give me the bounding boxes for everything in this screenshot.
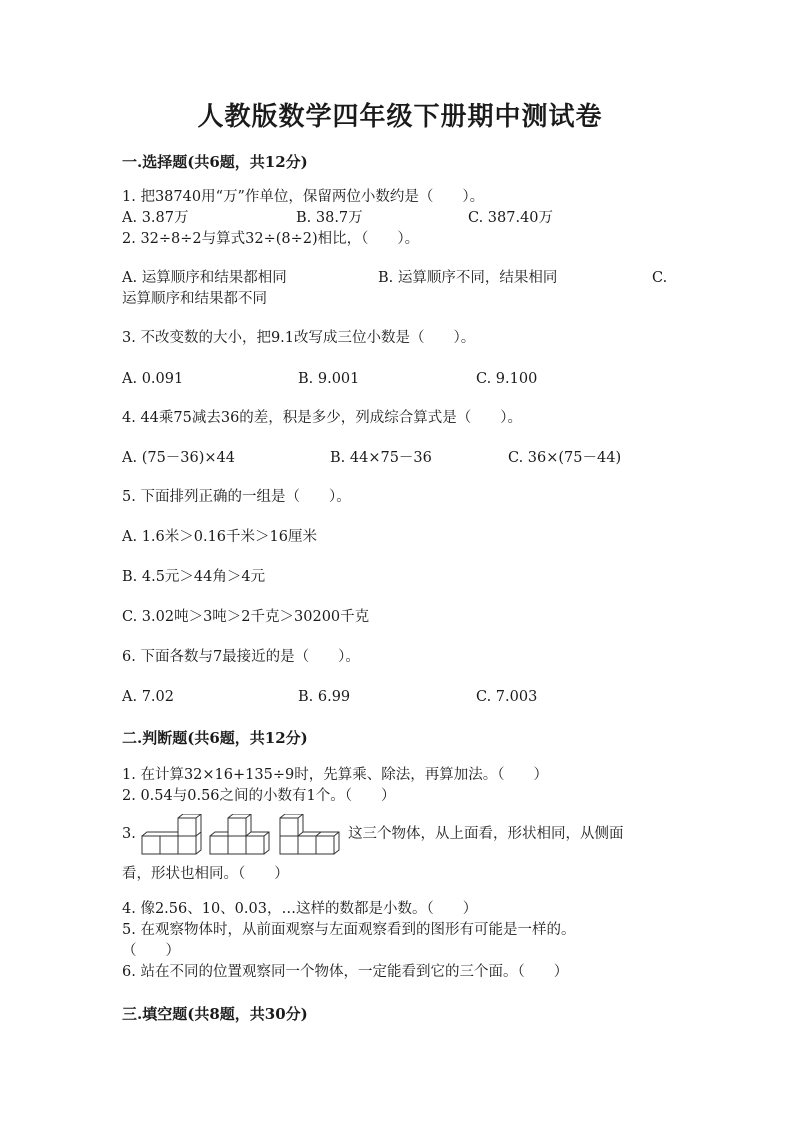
q3-option-b: B. 9.001: [298, 371, 360, 387]
judge-5-line1: 5. 在观察物体时，从前面观察与左面观察看到的图形有可能是一样的。: [122, 922, 576, 938]
judge-5-line2: （ ）: [122, 943, 180, 959]
q2-option-a: A. 运算顺序和结果都相同: [122, 270, 287, 286]
q4-option-b: B. 44×75－36: [330, 450, 432, 466]
judge-3-number: 3.: [122, 826, 136, 842]
q6-option-c: C. 7.003: [476, 689, 538, 705]
q5-option-c: C. 3.02吨＞3吨＞2千克＞30200千克: [122, 609, 370, 625]
judge-6: 6. 站在不同的位置观察同一个物体，一定能看到它的三个面。（ ）: [122, 964, 569, 980]
q3-stem: 3. 不改变数的大小，把9.1改写成三位小数是（ ）。: [122, 330, 476, 346]
q1-stem: 1. 把38740用“万”作单位，保留两位小数约是（ ）。: [122, 189, 485, 205]
section-fill-heading: 三.填空题(共8题，共30分): [122, 1005, 308, 1023]
q2-option-c-text: 运算顺序和结果都不同: [122, 291, 267, 307]
judge-3-text-line1: 这三个物体，从上面看，形状相同，从侧面: [348, 826, 624, 842]
q2-option-c-label: C.: [652, 270, 668, 286]
q6-option-b: B. 6.99: [298, 689, 351, 705]
cube-figure-3: [278, 814, 342, 858]
q1-option-c: C. 387.40万: [468, 210, 554, 226]
q6-option-a: A. 7.02: [122, 689, 174, 705]
q1-option-b: B. 38.7万: [296, 210, 363, 226]
q5-stem: 5. 下面排列正确的一组是（ ）。: [122, 489, 351, 505]
q1-option-a: A. 3.87万: [122, 210, 189, 226]
exam-title: 人教版数学四年级下册期中测试卷: [197, 102, 603, 132]
judge-1: 1. 在计算32×16+135÷9时，先算乘、除法，再算加法。（ ）: [122, 767, 548, 783]
cube-figure-1: [140, 814, 204, 858]
q5-option-b: B. 4.5元＞44角＞4元: [122, 569, 266, 585]
q6-stem: 6. 下面各数与7最接近的是（ ）。: [122, 649, 360, 665]
judge-2: 2. 0.54与0.56之间的小数有1个。（ ）: [122, 788, 396, 804]
q4-stem: 4. 44乘75减去36的差，积是多少，列成综合算式是（ ）。: [122, 410, 523, 426]
q2-option-b: B. 运算顺序不同，结果相同: [378, 270, 558, 286]
q3-option-c: C. 9.100: [476, 371, 538, 387]
section-choice-heading: 一.选择题(共6题，共12分): [122, 153, 308, 171]
q2-stem: 2. 32÷8÷2与算式32÷(8÷2)相比，（ ）。: [122, 231, 420, 247]
q4-option-a: A. (75－36)×44: [122, 450, 236, 466]
q5-option-a: A. 1.6米＞0.16千米＞16厘米: [122, 529, 317, 545]
judge-3-text-line2: 看，形状也相同。（ ）: [122, 866, 289, 882]
q4-option-c: C. 36×(75－44): [508, 450, 622, 466]
section-judge-heading: 二.判断题(共6题，共12分): [122, 729, 308, 747]
judge-4: 4. 像2.56、10、0.03，…这样的数都是小数。（ ）: [122, 901, 478, 917]
cube-figure-2: [208, 814, 272, 858]
q3-option-a: A. 0.091: [122, 371, 184, 387]
